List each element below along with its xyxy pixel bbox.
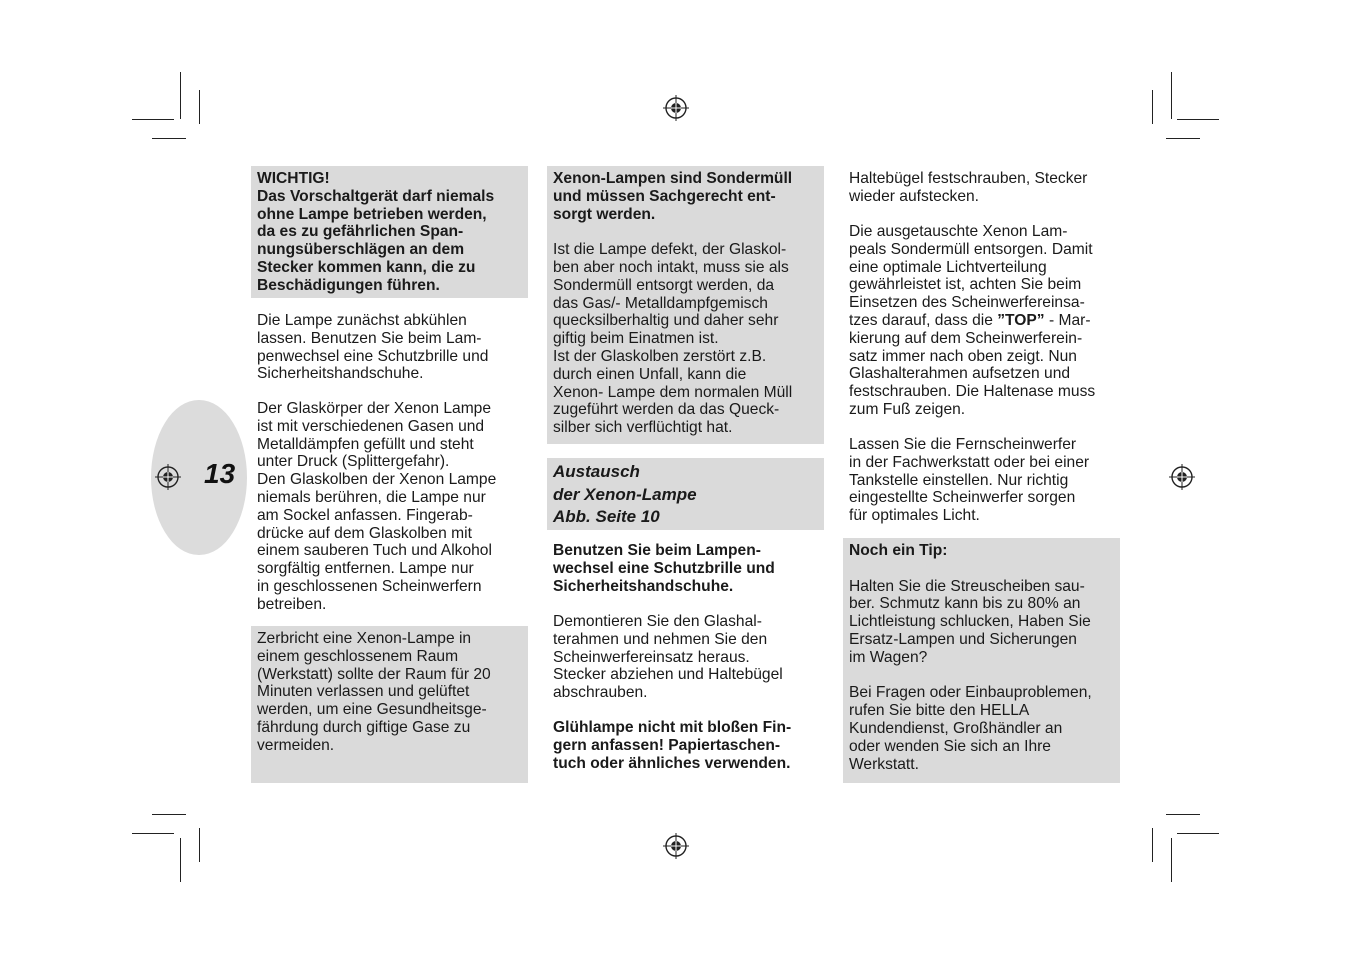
tip-text: Halten Sie die Streuscheiben sau- ber. Schmutz kann bis zu 80% an Lichtleistung schlucken, Haben Sie Ersatz-Lampen und Sicherungen im Wagen?	[849, 577, 1091, 666]
paragraph-text: Der Glaskörper der Xenon Lampe ist mit verschiedenen Gasen und Metalldämpfen gefüllt und steht unter Druck (Splittergefahr). Den Glaskolben der Xenon Lampe niemals berühren, die Lampe nur am Sockel anfassen. Fingerab- drücke auf dem Glaskolben mit einem sauberen Tuch und Alkohol sorgfältig entfernen. Lampe nur in geschlossenen Scheinwerfern betreiben.	[257, 400, 497, 613]
registration-mark-icon	[663, 833, 689, 859]
paragraph	[547, 719, 824, 772]
crop-mark	[199, 828, 200, 862]
paragraph	[843, 170, 1120, 206]
crop-mark	[152, 138, 186, 139]
crop-mark	[1177, 119, 1219, 120]
paragraph-text: Glühlampe nicht mit bloßen Fin- gern anfassen! Papiertaschen- tuch oder ähnliches verwenden.	[553, 719, 792, 772]
paragraph	[843, 436, 1120, 525]
crop-mark	[1171, 72, 1172, 119]
paragraph	[547, 542, 824, 595]
paragraph-text: Benutzen Sie beim Lampen- wechsel eine Schutzbrille und Sicherheitshandschuhe.	[553, 542, 775, 595]
section-heading-box	[547, 458, 824, 530]
crop-mark	[152, 814, 186, 815]
paragraph	[547, 613, 824, 702]
paragraph	[251, 312, 528, 383]
warning-box	[251, 166, 528, 298]
paragraph-text	[849, 223, 1114, 419]
disposal-box	[547, 166, 824, 444]
tip-title: Noch ein Tip:	[849, 542, 948, 559]
warning-text: Das Vorschaltgerät darf niemals ohne Lampe betrieben werden, da es zu gefährlichen Span- nungsüberschlägen an dem Stecker kommen kann, die zu Beschädigungen führen.	[257, 187, 495, 294]
disposal-box-text: Ist die Lampe defekt, der Glaskol- ben aber noch intakt, muss sie als Sondermüll entsorgt werden, da das Gas/- Metalldampfgemisch quecksilberhaltig und daher sehr giftig beim Einatmen ist. Ist der Glaskolben zerstört z.B. durch einen Unfall, kann die Xenon- Lampe dem normalen Müll zugeführt werden da das Queck- silber sich verflüchtigt hat.	[553, 241, 793, 437]
registration-mark-icon	[663, 95, 689, 121]
paragraph-text: Die Lampe zunächst abkühlen lassen. Benutzen Sie beim Lam- penwechsel eine Schutzbrille und Sicherheitshandschuhe.	[257, 312, 489, 383]
crop-mark	[132, 833, 174, 834]
paragraph-text: Lassen Sie die Fernscheinwerfer in der Fachwerkstatt oder bei einer Tankstelle einstellen. Nur richtig eingestellte Scheinwerfer sorgen für optimales Licht.	[849, 436, 1090, 525]
crop-mark	[1166, 138, 1200, 139]
tip-box	[843, 538, 1120, 783]
paragraph-text: Demontieren Sie den Glashal- terahmen und nehmen Sie den Scheinwerfereinsatz heraus. Stecker abziehen und Haltebügel abschrauben.	[553, 613, 783, 702]
disposal-box-title: Xenon-Lampen sind Sondermüll und müssen Sachgerecht ent- sorgt werden.	[553, 170, 793, 223]
top-marker-label: ”TOP”	[997, 311, 1045, 329]
crop-mark	[180, 838, 181, 882]
page-number: 13	[204, 458, 236, 489]
paragraph	[251, 400, 528, 614]
crop-mark	[1152, 90, 1153, 124]
crop-mark	[1171, 838, 1172, 882]
registration-mark-icon	[155, 464, 181, 490]
paragraph-text-part: Die ausgetauschte Xenon Lam- peals Sondermüll entsorgen. Damit eine optimale Lichtverteilung gewährleistet ist, achten Sie beim Einsetzen des Scheinwerfereinsa- tzes darauf, dass die	[849, 223, 1093, 329]
tip-text: Bei Fragen oder Einbauproblemen, rufen Sie bitte den HELLA Kundendienst, Großhändler an oder wenden Sie sich an Ihre Werkstatt.	[849, 684, 1092, 773]
paragraph	[843, 223, 1120, 419]
paragraph-text: Haltebügel festschrauben, Stecker wieder aufstecken.	[849, 170, 1088, 205]
crop-mark	[132, 119, 174, 120]
crop-mark	[199, 90, 200, 124]
crop-mark	[1166, 814, 1200, 815]
info-box-text: Zerbricht eine Xenon-Lampe in einem geschlossenem Raum (Werkstatt) sollte der Raum für 20 Minuten verlassen und gelüftet werden, um eine Gesundheitsge- fährdung durch giftige Gase zu vermeiden.	[257, 630, 491, 754]
crop-mark	[1177, 833, 1219, 834]
crop-mark	[180, 72, 181, 119]
registration-mark-icon	[1169, 464, 1195, 490]
warning-title: WICHTIG!	[257, 170, 330, 187]
crop-mark	[1152, 828, 1153, 862]
section-heading: Austausch der Xenon-Lampe Abb. Seite 10	[553, 462, 697, 526]
paragraph-text-part: - Mar- kierung auf dem Scheinwerferein- satz immer nach oben zeigt. Nun Glashalterahmen aufsetzen und festschrauben. Die Haltenase muss zum Fuß zeigen.	[849, 311, 1096, 418]
info-box	[251, 626, 528, 783]
